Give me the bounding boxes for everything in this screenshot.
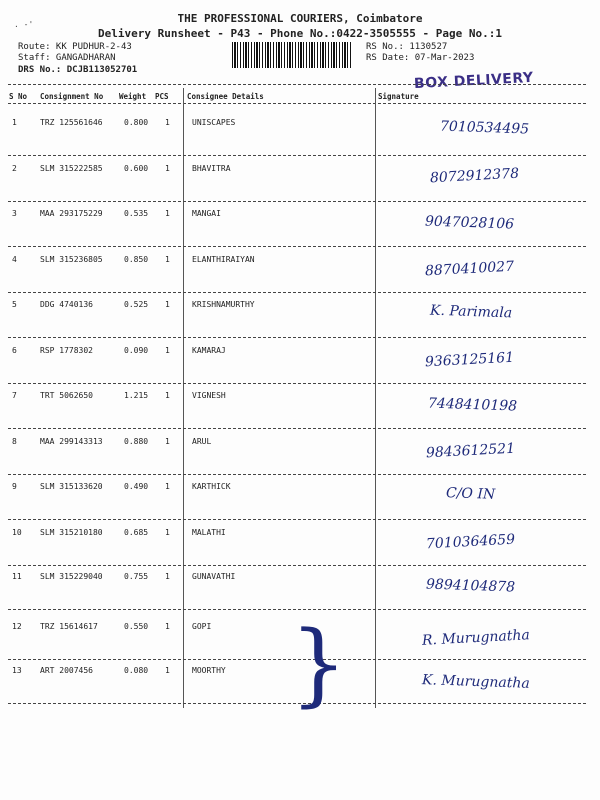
row-signature: K. Parimala [429, 302, 513, 322]
row-divider [8, 337, 586, 338]
row-sno: 11 [12, 572, 22, 581]
row-sno: 6 [12, 346, 17, 355]
rs-date: RS Date: 07-Mar-2023 [366, 53, 475, 63]
row-signature: 9894104878 [425, 576, 516, 596]
row-consignment-no: TRT 5062650 [40, 391, 93, 400]
row-consignee: UNISCAPES [192, 118, 236, 127]
row-weight: 0.535 [124, 209, 149, 218]
row-consignee: MOORTHY [192, 666, 226, 675]
row-consignment-no: TRZ 15614617 [40, 622, 98, 631]
row-signature: 9047028106 [424, 213, 515, 233]
row-signature: 8870410027 [424, 258, 515, 280]
row-consignee: MALATHI [192, 528, 226, 537]
row-consignee: KAMARAJ [192, 346, 226, 355]
row-weight: 0.550 [124, 622, 149, 631]
row-consignment-no: MAA 299143313 [40, 437, 103, 446]
row-sno: 10 [12, 528, 22, 537]
row-signature: 7010364659 [425, 531, 516, 553]
drs-number: DRS No.: DCJB113052701 [18, 65, 138, 75]
barcode [232, 42, 352, 68]
header-bottom-divider [8, 103, 586, 104]
row-pcs: 1 [165, 666, 170, 675]
row-sno: 12 [12, 622, 22, 631]
row-divider [8, 292, 586, 293]
row-pcs: 1 [165, 437, 170, 446]
row-pcs: 1 [165, 528, 170, 537]
col-header-pcs: PCS [155, 92, 169, 101]
row-signature: 7448410198 [427, 395, 518, 415]
row-pcs: 1 [165, 572, 170, 581]
row-consignment-no: SLM 315222585 [40, 164, 103, 173]
row-divider [8, 565, 586, 566]
row-weight: 0.880 [124, 437, 149, 446]
route-text: Route: KK PUDHUR-2-43 [18, 42, 132, 52]
row-sno: 4 [12, 255, 17, 264]
row-sno: 7 [12, 391, 17, 400]
row-divider [8, 246, 586, 247]
row-weight: 1.215 [124, 391, 149, 400]
row-signature: K. Murugnatha [421, 672, 530, 692]
row-consignee: BHAVITRA [192, 164, 231, 173]
row-weight: 0.080 [124, 666, 149, 675]
row-consignee: KRISHNAMURTHY [192, 300, 255, 309]
row-consignment-no: SLM 315133620 [40, 482, 103, 491]
row-weight: 0.600 [124, 164, 149, 173]
col-header-consignment: Consignment No [40, 92, 104, 101]
row-pcs: 1 [165, 346, 170, 355]
row-pcs: 1 [165, 118, 170, 127]
box-delivery-stamp: BOX DELIVERY [413, 69, 534, 93]
row-divider [8, 519, 586, 520]
row-signature: 9843612521 [425, 440, 516, 462]
col-header-signature: Signature [378, 92, 419, 101]
col-header-consignee: Consignee Details [187, 92, 264, 101]
row-consignee: VIGNESH [192, 391, 226, 400]
row-divider [8, 383, 586, 384]
row-divider [8, 474, 586, 475]
row-sno: 5 [12, 300, 17, 309]
row-sno: 1 [12, 118, 17, 127]
row-weight: 0.490 [124, 482, 149, 491]
row-divider [8, 428, 586, 429]
row-divider [8, 155, 586, 156]
staff-text: Staff: GANGADHARAN [18, 53, 116, 63]
row-consignee: GUNAVATHI [192, 572, 236, 581]
row-sno: 8 [12, 437, 17, 446]
row-signature: C/O IN [445, 485, 496, 503]
row-weight: 0.525 [124, 300, 149, 309]
row-weight: 0.090 [124, 346, 149, 355]
header-top-divider [8, 84, 586, 85]
signature-column-line [375, 88, 376, 708]
runsheet-title: Delivery Runsheet - P43 - Phone No.:0422-3505555 - Page No.:1 [98, 27, 502, 40]
row-consignee: ELANTHIRAIYAN [192, 255, 255, 264]
row-sno: 13 [12, 666, 22, 675]
row-signature: 9363125161 [424, 349, 515, 371]
row-pcs: 1 [165, 255, 170, 264]
row-weight: 0.685 [124, 528, 149, 537]
row-consignment-no: SLM 315236805 [40, 255, 103, 264]
row-consignee: MANGAI [192, 209, 221, 218]
row-pcs: 1 [165, 209, 170, 218]
col-header-weight: Weight [119, 92, 147, 101]
row-weight: 0.800 [124, 118, 149, 127]
row-consignment-no: DDG 4740136 [40, 300, 93, 309]
row-pcs: 1 [165, 622, 170, 631]
row-consignment-no: RSP 1778302 [40, 346, 93, 355]
row-consignee: KARTHICK [192, 482, 231, 491]
row-consignee: GOPI [192, 622, 212, 631]
row-signature: 7010534495 [439, 118, 530, 138]
row-consignment-no: TRZ 125561646 [40, 118, 103, 127]
row-sno: 2 [12, 164, 17, 173]
row-sno: 9 [12, 482, 17, 491]
row-signature: 8072912378 [429, 165, 520, 187]
row-consignment-no: MAA 293175229 [40, 209, 103, 218]
row-consignment-no: SLM 315210180 [40, 528, 103, 537]
row-signature: R. Murugnatha [421, 627, 531, 649]
row-weight: 0.755 [124, 572, 149, 581]
row-pcs: 1 [165, 391, 170, 400]
rs-number: RS No.: 1130527 [366, 42, 448, 52]
row-divider [8, 201, 586, 202]
row-weight: 0.850 [124, 255, 149, 264]
row-consignment-no: ART 2007456 [40, 666, 93, 675]
row-consignment-no: SLM 315229040 [40, 572, 103, 581]
col-header-sno: S No [9, 92, 28, 101]
row-divider [8, 609, 586, 610]
row-pcs: 1 [165, 300, 170, 309]
row-sno: 3 [12, 209, 17, 218]
row-consignee: ARUL [192, 437, 212, 446]
corner-mark: . -' [14, 20, 34, 29]
curly-brace-mark: } [290, 612, 348, 717]
consignee-column-line [183, 88, 184, 708]
row-pcs: 1 [165, 164, 170, 173]
company-title: THE PROFESSIONAL COURIERS, Coimbatore [177, 12, 423, 25]
row-pcs: 1 [165, 482, 170, 491]
